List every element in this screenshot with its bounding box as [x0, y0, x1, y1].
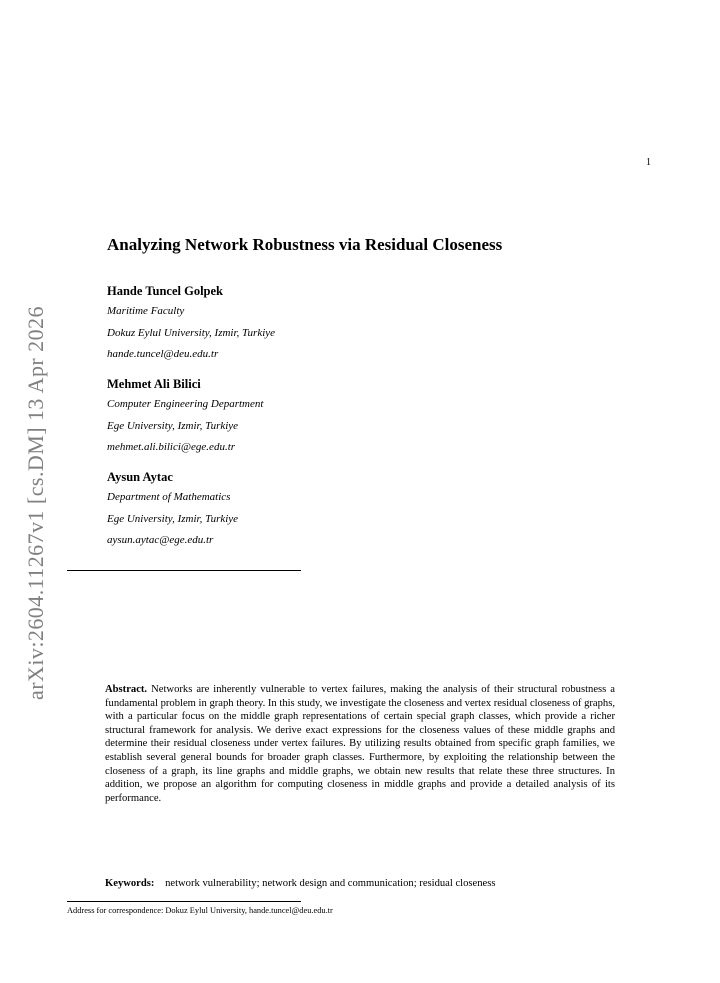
abstract-paragraph — [105, 683, 615, 805]
footnote-rule — [67, 901, 301, 902]
author-separator-rule — [67, 570, 301, 571]
author-department: Department of Mathematics — [107, 491, 231, 503]
author-name: Hande Tuncel Golpek — [107, 284, 224, 298]
correspondence-footnote: Address for correspondence: Dokuz Eylul University, hande.tuncel@deu.edu.tr — [67, 906, 333, 915]
author-institution: Ege University, Izmir, Turkiye — [107, 419, 239, 432]
keywords-line — [105, 877, 495, 890]
arxiv-identifier-stamp[interactable]: arXiv:2604.11267v1 [cs.DM] 13 Apr 2026 — [23, 306, 48, 700]
author-email[interactable]: mehmet.ali.bilici@ege.edu.tr — [107, 441, 236, 453]
author-department: Computer Engineering Department — [107, 398, 264, 410]
abstract-text: Networks are inherently vulnerable to vertex failures, making the analysis of their structural robustness a fundamental problem in graph theory. In this study, we investigate the closeness and vertex residual closeness of graphs, with a particular focus on the middle graph representations of certain special graph classes, which provide a richer structural framework for analysis. We derive exact expressions for the closeness values of these middle graphs and determine their residual closeness under vertex failures. By utilizing results obtained from specific graph families, we establish several general bounds for broader graph classes. Furthermore, by exploiting the relationship between the closeness of a graph, its line graphs and middle graphs, we obtain new results that relate these three structures. In addition, we propose an algorithm for computing closeness in middle graphs and provide a detailed analysis of its performance. — [105, 684, 615, 804]
paper-title: Analyzing Network Robustness via Residual Closeness — [107, 235, 503, 254]
author-email[interactable]: aysun.aytac@ege.edu.tr — [107, 534, 214, 546]
author-block — [107, 283, 275, 369]
author-name: Aysun Aytac — [107, 470, 173, 484]
keywords-label: Keywords: — [105, 878, 155, 889]
author-department: Maritime Faculty — [107, 305, 185, 317]
author-block — [107, 469, 238, 555]
keywords-text: network vulnerability; network design and communication; residual closeness — [165, 878, 496, 889]
abstract-label: Abstract. — [105, 684, 148, 695]
page-number: 1 — [646, 157, 651, 168]
author-name: Mehmet Ali Bilici — [107, 377, 201, 391]
author-institution: Dokuz Eylul University, Izmir, Turkiye — [107, 326, 276, 339]
author-email[interactable]: hande.tuncel@deu.edu.tr — [107, 348, 219, 360]
author-block — [107, 376, 263, 462]
author-institution: Ege University, Izmir, Turkiye — [107, 512, 239, 525]
